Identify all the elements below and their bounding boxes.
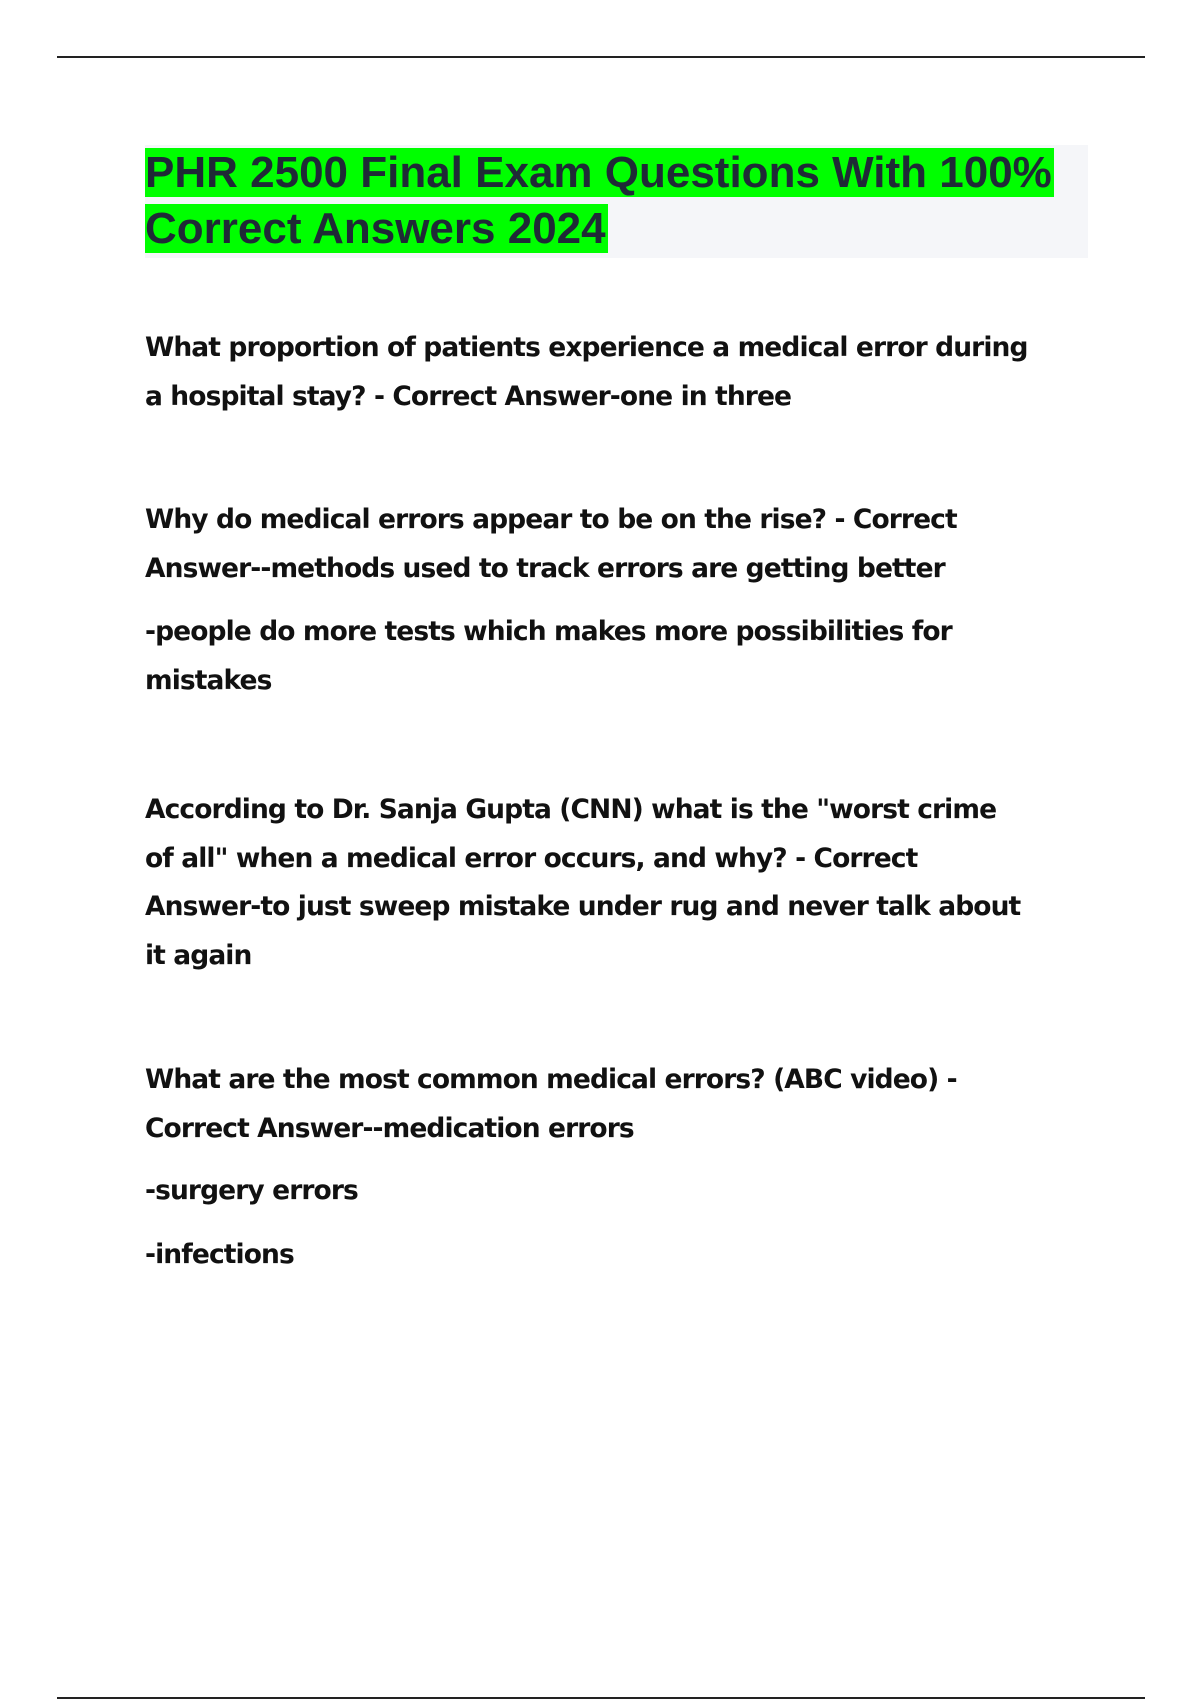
qa-item-3 [145, 786, 1095, 980]
text-line: What proportion of patients experience a medical error during [145, 332, 1028, 363]
text-line: Answer-to just sweep mistake under rug and never talk about [145, 891, 1021, 922]
text-line: Answer--methods used to track errors are getting better [145, 552, 945, 584]
qa-item-4 [145, 1056, 1095, 1153]
title-highlight: PHR 2500 Final Exam Questions With 100% Correct Answers 2024 [145, 148, 1052, 253]
text-line: mistakes [145, 664, 272, 696]
qa-item-4-extra-2 [145, 1231, 1095, 1280]
qa-item-1 [145, 324, 1095, 421]
text-line: it again [145, 939, 252, 971]
qa-item-4-extra-1 [145, 1167, 1095, 1216]
qa-item-2 [145, 496, 1095, 593]
text-line: Correct Answer--medication errors [145, 1112, 634, 1144]
top-rule [57, 56, 1145, 58]
bottom-rule [57, 1697, 1145, 1699]
text-line: What are the most common medical errors? (ABC video) - [145, 1064, 957, 1095]
text-line: -infections [145, 1239, 294, 1270]
text-line: -surgery errors [145, 1175, 358, 1206]
text-line: -people do more tests which makes more possibilities for [145, 616, 952, 647]
document-title [145, 145, 1200, 257]
qa-item-2-extra [145, 608, 1095, 705]
text-line: of all" when a medical error occurs, and why? - Correct [145, 842, 918, 874]
text-line: a hospital stay? - Correct Answer-one in three [145, 380, 792, 412]
text-line: According to Dr. Sanja Gupta (CNN) what is the "worst crime [145, 794, 997, 825]
text-line: Why do medical errors appear to be on the rise? - Correct [145, 504, 957, 535]
